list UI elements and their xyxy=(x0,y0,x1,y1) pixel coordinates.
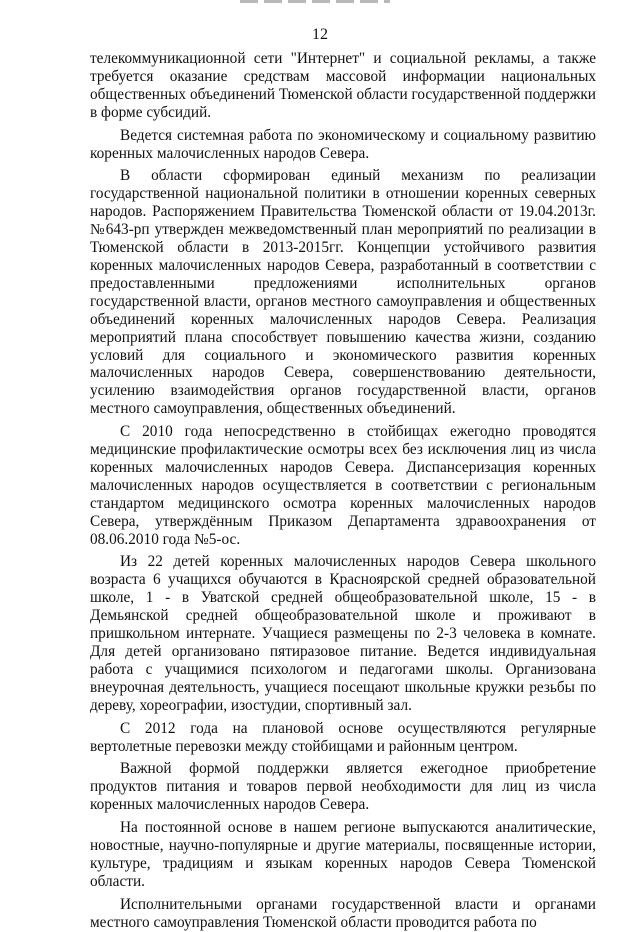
paragraph-education: Из 22 детей коренных малочисленных народов Севера школьного возраста 6 учащихся обучаются в Красноярской средней образовательной школе, 1 - в Уватской средней общеобразовательной школе, 15 - в Демьянской средней общеобразовательной школе и проживают в пришкольном интернате. Учащиеся размещены по 2-3 человека в комнате. Для детей организовано пятиразовое питание. Ведется индивидуальная работа с учащимися психологом и педагогами школы. Организована внеурочная деятельность, учащиеся посещают школьные кружки резьбы по дереву, хореографии, изостудии, спортивный зал. xyxy=(90,553,596,714)
paragraph-medical-checkups: С 2010 года непосредственно в стойбищах ежегодно проводятся медицинские профилактические осмотры всех без исключения лиц из числа коренных малочисленных народов Севера. Диспансеризация коренных малочисленных народов осуществляется в соответствии с региональным стандартом медицинского осмотра коренных малочисленных народов Севера, утверждённым Приказом Департамента здравоохранения от 08.06.2010 года №5-ос. xyxy=(90,423,596,548)
document-body xyxy=(90,50,596,932)
scan-artifact xyxy=(240,0,390,3)
paragraph-media-materials: На постоянной основе в нашем регионе выпускаются аналитические, новостные, научно-популярные и другие материалы, посвященные истории, культуре, традициям и языкам коренных народов Севера Тюменской области. xyxy=(90,819,596,890)
paragraph-continuation: телекоммуникационной сети "Интернет" и социальной рекламы, а также требуется оказание средствам массовой информации национальных общественных объединений Тюменской области государственной поддержки в форме субсидий. xyxy=(90,50,596,121)
paragraph-helicopter-transport: С 2012 года на плановой основе осуществляются регулярные вертолетные перевозки между стойбищами и районным центром. xyxy=(90,719,596,755)
paragraph-food-support: Важной формой поддержки является ежегодное приобретение продуктов питания и товаров первой необходимости для лиц из числа коренных малочисленных народов Севера. xyxy=(90,760,596,814)
paragraph-systemic-work: Ведется системная работа по экономическому и социальному развитию коренных малочисленных народов Севера. xyxy=(90,126,596,162)
paragraph-state-policy: В области сформирован единый механизм по реализации государственной национальной политики в отношении коренных северных народов. Распоряжением Правительства Тюменской области от 19.04.2013г. №643-рп утвержден межведомственный план мероприятий по реализации в Тюменской области в 2013-2015гг. Концепции устойчивого развития коренных малочисленных народов Севера, разработанный в соответствии с предоставленными предложениями исполнительных органов государственной власти, органов местного самоуправления и общественных объединений коренных малочисленных народов Севера. Реализация мероприятий плана способствует повышению качества жизни, созданию условий для социального и экономического развития коренных малочисленных народов Севера, совершенствованию деятельности, усилению взаимодействия органов государственной власти, органов местного самоуправления, общественных объединений. xyxy=(90,167,596,418)
page-number: 12 xyxy=(312,26,328,43)
paragraph-executive-bodies: Исполнительными органами государственной власти и органами местного самоуправления Тюменской области проводится работа по xyxy=(90,895,596,931)
